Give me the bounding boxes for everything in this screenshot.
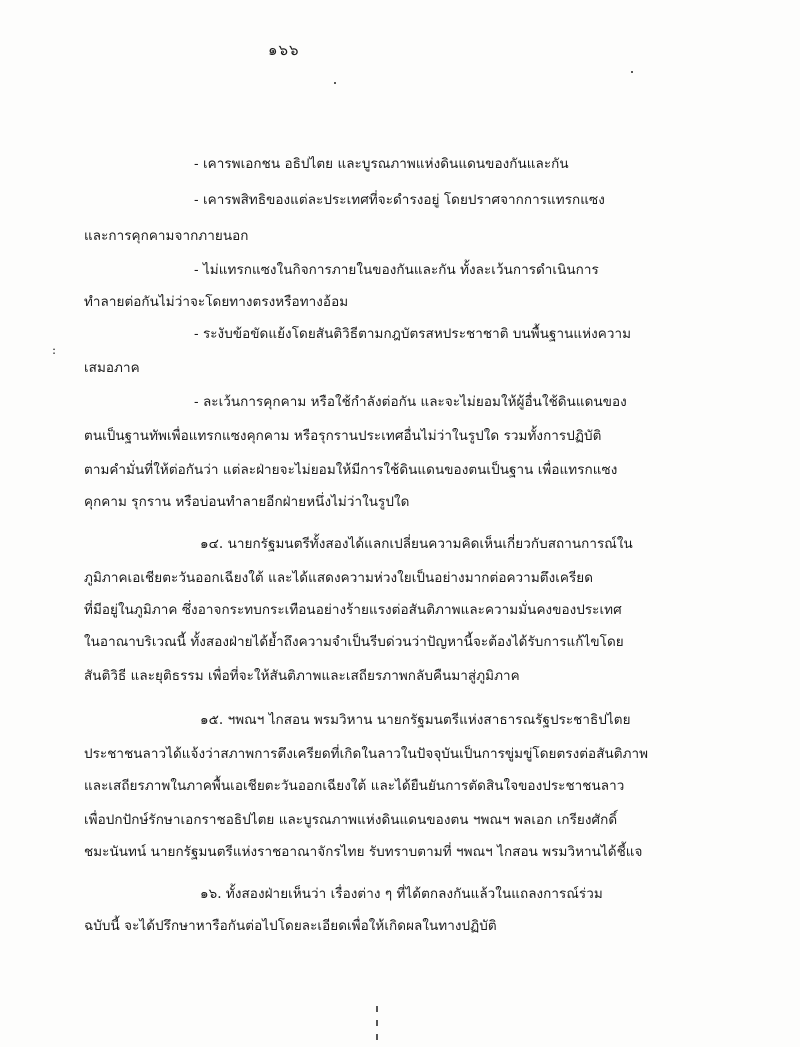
paragraph-16-line-2: ฉบับนี้ จะได้ปรึกษาหารือกันต่อไปโดยละเอียดเพื่อให้เกิดผลในทางปฏิบัติ [84,918,497,934]
paragraph-14-line-1: ๑๔. นายกรัฐมนตรีทั้งสองได้แลกเปลี่ยนความคิดเห็นเกี่ยวกับสถานการณ์ใน [200,536,633,552]
bullet-no-threat-cont-3: คุกคาม รุกราน หรือบ่อนทำลายอีกฝ่ายหนึ่งไม่ว่าในรูปใด [84,494,410,510]
paragraph-14-line-4: ในอาณาบริเวณนี้ ทั้งสองฝ่ายได้ย้ำถึงความจำเป็นรีบด่วนว่าปัญหานี้จะต้องได้รับการแก้ไขโดย [84,634,624,650]
bullet-non-interference-cont: ทำลายต่อกันไม่ว่าจะโดยทางตรงหรือทางอ้อม [84,294,349,310]
page-number: ๑๖๖ [268,41,300,59]
paragraph-14-line-2: ภูมิภาคเอเชียตะวันออกเฉียงใต้ และได้แสดงความห่วงใยเป็นอย่างมากต่อความตึงเครียด [84,570,594,586]
binding-mark [376,1006,378,1012]
bullet-no-threat-cont-1: ตนเป็นฐานทัพเพื่อแทรกแซงคุกคาม หรือรุกรานประเทศอื่นไม่ว่าในรูปใด รวมทั้งการปฏิบัติ [84,428,602,444]
scan-speck [631,71,633,73]
paragraph-15-line-3: และเสถียรภาพในภาคพื้นเอเชียตะวันออกเฉียงใต้ และได้ยืนยันการตัดสินใจของประชาชนลาว [84,778,625,794]
bullet-right-to-exist-cont: และการคุกคามจากภายนอก [84,228,249,244]
bullet-non-interference: - ไม่แทรกแซงในกิจการภายในของกันและกัน ทั้งละเว้นการดำเนินการ [194,262,599,278]
binding-mark [376,1034,378,1040]
bullet-no-threat-cont-2: ตามคำมั่นที่ให้ต่อกันว่า แต่ละฝ่ายจะไม่ยอมให้มีการใช้ดินแดนของตนเป็นฐาน เพื่อแทรกแซง [84,462,618,478]
binding-mark [376,1020,378,1026]
bullet-peaceful-settlement-cont: เสมอภาค [84,360,140,376]
bullet-right-to-exist: - เคารพสิทธิของแต่ละประเทศที่จะดำรงอยู่ โดยปราศจากการแทรกแซง [194,192,605,208]
paragraph-15-line-4: เพื่อปกปักษ์รักษาเอกราชอธิปไตย และบูรณภาพแห่งดินแดนของตน ฯพณฯ พลเอก เกรียงศักดิ์ [84,812,618,828]
paragraph-15-line-2: ประชาชนลาวได้แจ้งว่าสภาพการตึงเครียดที่เกิดในลาวในปัจจุบันเป็นการขู่มขู่โดยตรงต่อสันติภาพ [84,746,649,762]
bullet-no-threat: - ละเว้นการคุกคาม หรือใช้กำลังต่อกัน และจะไม่ยอมให้ผู้อื่นใช้ดินแดนของ [194,394,627,410]
bullet-sovereignty: - เคารพเอกชน อธิปไตย และบูรณภาพแห่งดินแดนของกันและกัน [194,156,569,172]
paragraph-15-line-1: ๑๕. ฯพณฯ ไกสอน พรมวิหาน นายกรัฐมนตรีแห่งสาธารณรัฐประชาธิปไตย [200,712,631,728]
bullet-peaceful-settlement: - ระงับข้อขัดแย้งโดยสันติวิธีตามกฎบัตรสหประชาชาติ บนพื้นฐานแห่งความ [194,326,632,342]
scan-speck [334,82,336,84]
paragraph-16-line-1: ๑๖. ทั้งสองฝ่ายเห็นว่า เรื่องต่าง ๆ ที่ได้ตกลงกันแล้วในแถลงการณ์ร่วม [200,886,603,902]
paragraph-14-line-3: ที่มีอยู่ในภูมิภาค ซึ่งอาจกระทบกระเทือนอย่างร้ายแรงต่อสันติภาพและความมั่นคงของประเทศ [84,602,622,618]
scan-colon-mark: : [52,343,57,357]
paragraph-14-line-5: สันติวิธี และยุติธรรม เพื่อที่จะให้สันติภาพและเสถียรภาพกลับคืนมาสู่ภูมิภาค [84,668,520,684]
paragraph-15-line-5: ชมะนันทน์ นายกรัฐมนตรีแห่งราชอาณาจักรไทย รับทราบตามที่ ฯพณฯ ไกสอน พรมวิหานได้ชี้แจ [84,844,643,860]
